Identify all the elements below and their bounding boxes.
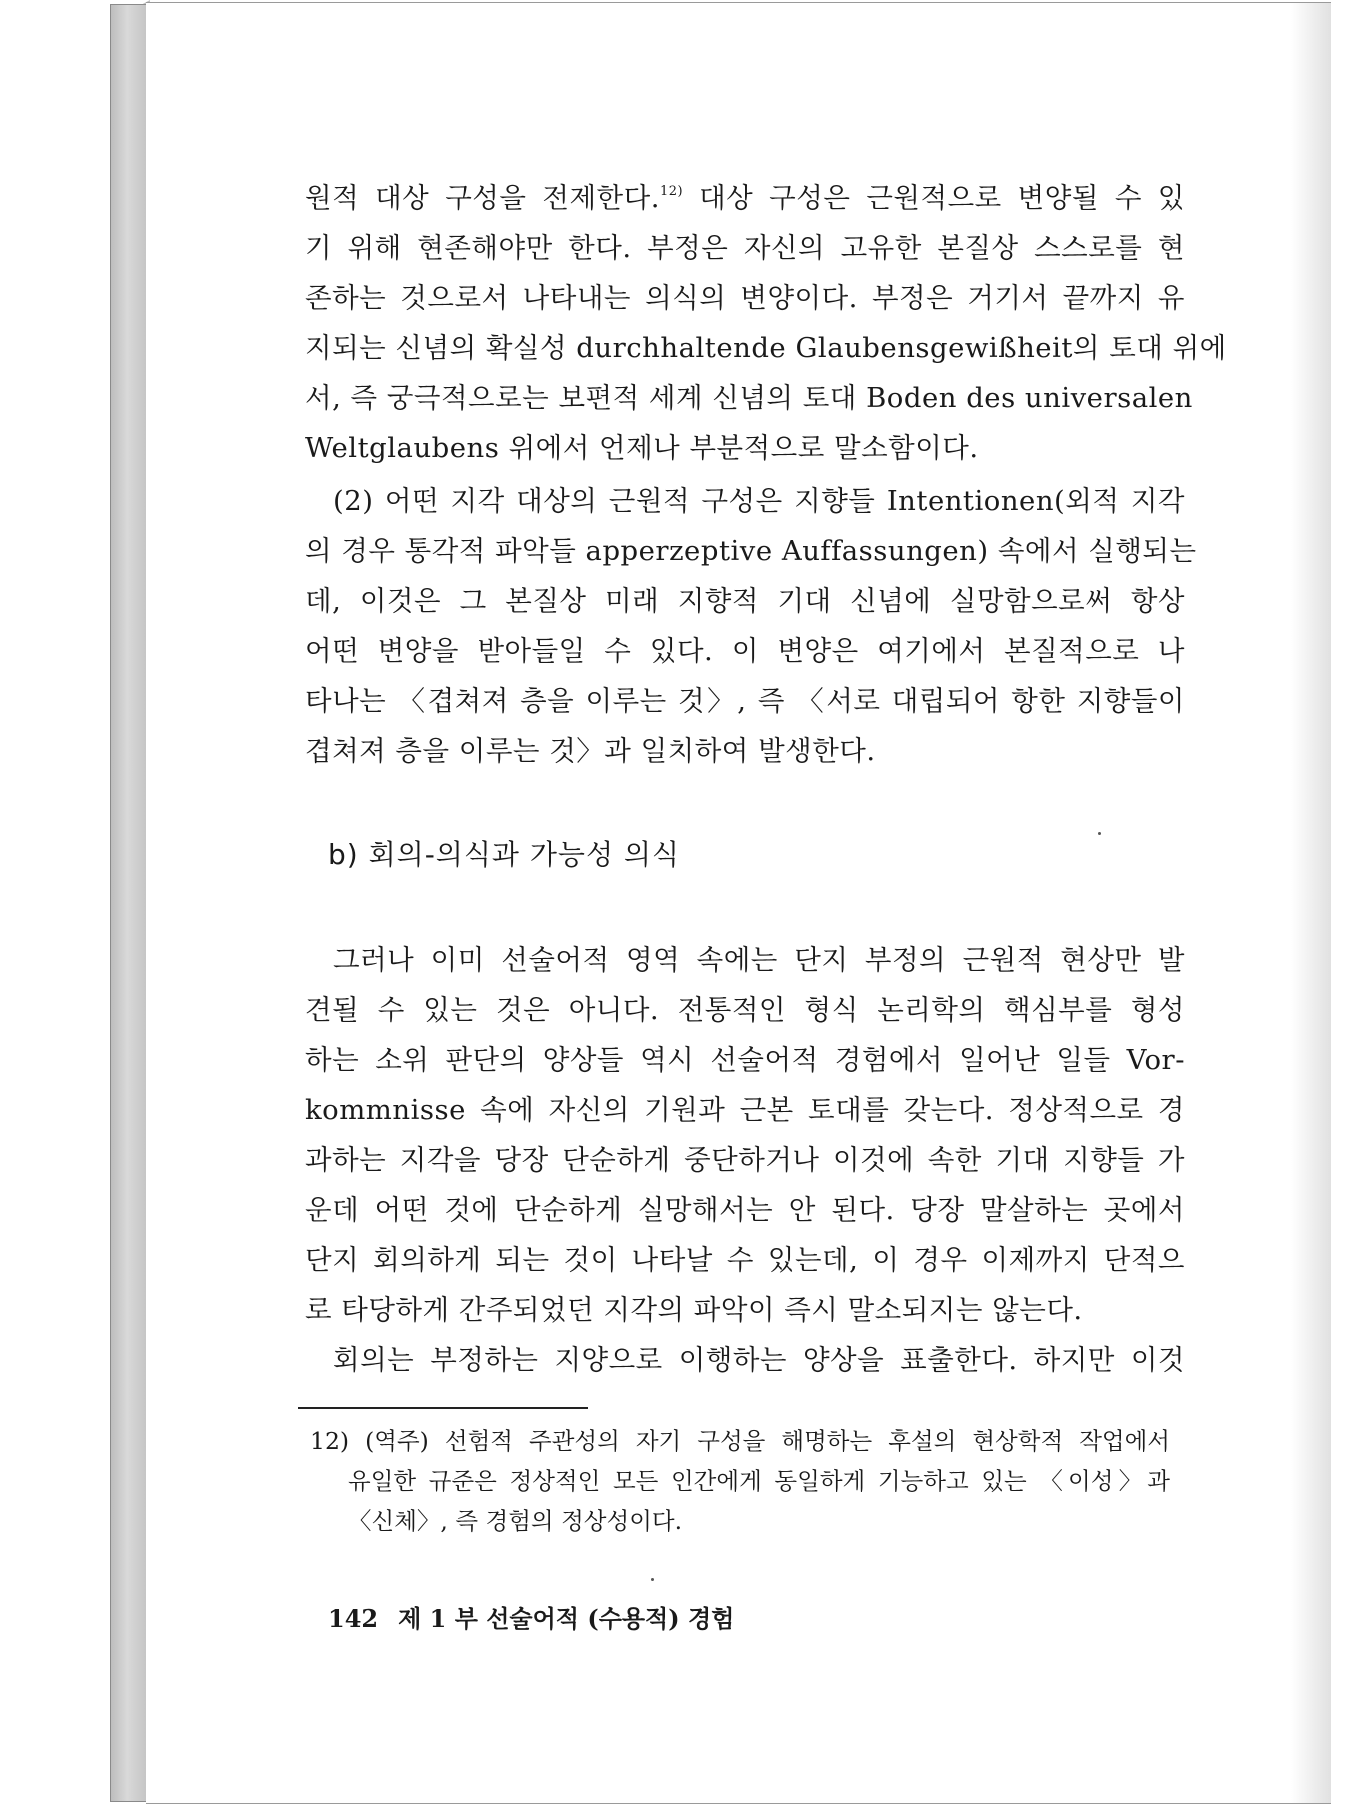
paragraph-line: 의 경우 통각적 파악들 apperzeptive Auffassungen) 속에서 실행되는 xyxy=(305,535,1197,567)
page-number: 142 xyxy=(328,1604,379,1633)
paragraph-line xyxy=(305,173,1185,223)
paragraph-line: 서, 즉 궁극적으로는 보편적 세계 신념의 토대 Boden des universalen xyxy=(305,382,1193,414)
paragraph-line-text: 원적 대상 구성을 전제한다. xyxy=(305,182,660,214)
paragraph-line: 데, 이것은 그 본질상 미래 지향적 기대 신념에 실망함으로써 항상 xyxy=(305,585,1185,617)
paragraph-line: 존하는 것으로서 나타내는 의식의 변양이다. 부정은 거기서 끝까지 유 xyxy=(305,282,1185,314)
paragraph-line: 지되는 신념의 확실성 durchhaltende Glaubensgewißheit의 토대 위에 xyxy=(305,332,1227,364)
paragraph-line: Weltglaubens 위에서 언제나 부분적으로 말소함이다. xyxy=(305,432,979,464)
paragraph-line-text: 대상 구성은 근원적으로 변양될 수 있 xyxy=(699,182,1185,214)
paragraph-line: 단지 회의하게 되는 것이 나타날 수 있는데, 이 경우 이제까지 단적으 xyxy=(305,1244,1185,1276)
book-spine xyxy=(110,4,148,1802)
paragraph-line: 과하는 지각을 당장 단순하게 중단하거나 이것에 속한 기대 지향들 가 xyxy=(305,1144,1185,1176)
paragraph-line: kommnisse 속에 자신의 기원과 근본 토대를 갖는다. 정상적으로 경 xyxy=(305,1094,1185,1126)
section-heading: b) 회의-의식과 가능성 의식 xyxy=(328,838,680,871)
footnote-line: 〈신체〉, 즉 경험의 정상성이다. xyxy=(348,1507,683,1535)
page-footer xyxy=(328,1599,734,1634)
paragraph-line: 기 위해 현존해야만 한다. 부정은 자신의 고유한 본질상 스스로를 현 xyxy=(305,232,1185,264)
running-title: 제 1 부 선술어적 (수용적) 경험 xyxy=(398,1604,735,1633)
paragraph-line: 회의는 부정하는 지양으로 이행하는 양상을 표출한다. 하지만 이것 xyxy=(333,1344,1185,1376)
scan-speck xyxy=(1098,832,1101,835)
page-edge-shadow xyxy=(1291,3,1331,1803)
paragraph-line: 로 타당하게 간주되었던 지각의 파악이 즉시 말소되지는 않는다. xyxy=(305,1294,1083,1326)
scan-speck xyxy=(651,1578,654,1581)
paragraph-line: 타나는 〈겹쳐져 층을 이루는 것〉, 즉 〈서로 대립되어 항한 지향들이 xyxy=(305,685,1185,717)
footnote-line: 12) (역주) 선험적 주관성의 자기 구성을 해명하는 후설의 현상학적 작업에서 xyxy=(310,1427,1170,1455)
paragraph-line: 겹쳐져 층을 이루는 것〉과 일치하여 발생한다. xyxy=(305,735,876,767)
paragraph-line: (2) 어떤 지각 대상의 근원적 구성은 지향들 Intentionen(외적 지각 xyxy=(333,485,1185,517)
book-page xyxy=(146,2,1331,1804)
footnote-divider xyxy=(298,1407,588,1409)
footnote-reference[interactable]: 12) xyxy=(659,184,684,199)
paragraph-line: 하는 소위 판단의 양상들 역시 선술어적 경험에서 일어난 일들 Vor- xyxy=(305,1044,1185,1076)
footnote-line: 유일한 규준은 정상적인 모든 인간에게 동일하게 기능하고 있는 〈이성〉과 xyxy=(348,1467,1170,1495)
paragraph-line: 어떤 변양을 받아들일 수 있다. 이 변양은 여기에서 본질적으로 나 xyxy=(305,635,1185,667)
paragraph-line: 견될 수 있는 것은 아니다. 전통적인 형식 논리학의 핵심부를 형성 xyxy=(305,994,1185,1026)
paragraph-line: 그러나 이미 선술어적 영역 속에는 단지 부정의 근원적 현상만 발 xyxy=(333,944,1185,976)
paragraph-line: 운데 어떤 것에 단순하게 실망해서는 안 된다. 당장 말살하는 곳에서 xyxy=(305,1194,1185,1226)
